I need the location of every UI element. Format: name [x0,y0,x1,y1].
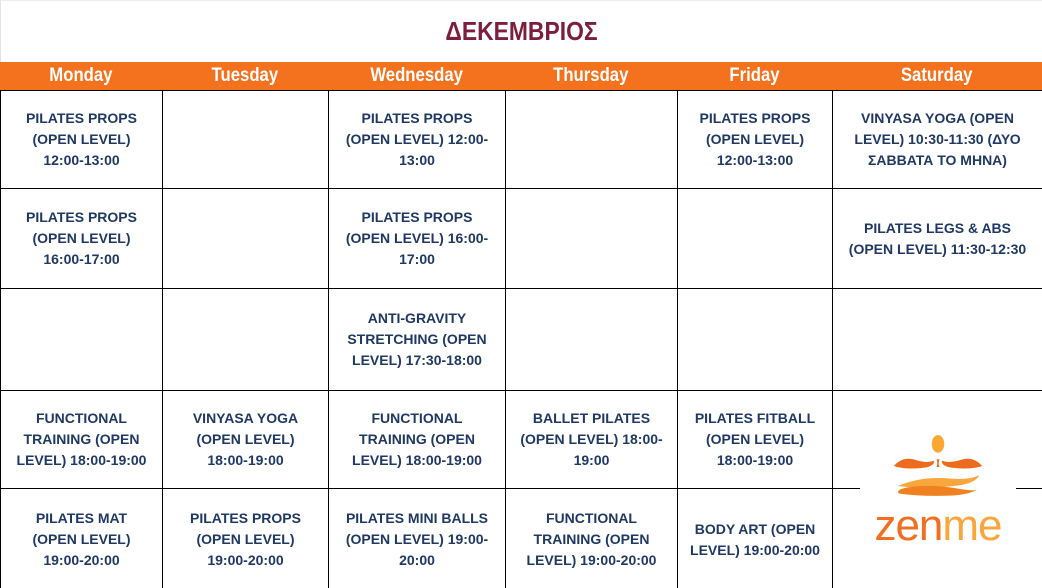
schedule-cell: BODY ART (OPEN LEVEL) 19:00-20:00 [678,488,833,588]
schedule-cell [163,90,329,188]
day-header-saturday: Saturday [901,65,973,86]
schedule-cell: PILATES PROPS (OPEN LEVEL) 16:00-17:00 [1,188,163,288]
zenme-logo [860,422,1016,562]
schedule-cell [678,188,833,288]
day-header-wednesday: Wednesday [370,65,463,86]
schedule-cell: PILATES LEGS & ABS (OPEN LEVEL) 11:30-12:30 [833,188,1042,288]
schedule-cell [506,90,678,188]
day-header-friday: Friday [729,65,780,86]
brand-zen: zen [874,501,943,550]
schedule-cell: ANTI-GRAVITY STRETCHING (OPEN LEVEL) 17:30-18:00 [329,288,506,390]
title-band [0,0,1042,62]
schedule-cell: VINYASA YOGA (OPEN LEVEL) 10:30-11:30 (ΔΥΟ ΣΑΒΒΑΤΑ ΤΟ ΜΗΝΑ) [833,90,1042,188]
day-header-tuesday: Tuesday [211,65,279,86]
schedule-cell: FUNCTIONAL TRAINING (OPEN LEVEL) 19:00-20:00 [506,488,678,588]
schedule-cell: PILATES PROPS (OPEN LEVEL) 19:00-20:00 [163,488,329,588]
schedule-cell [506,188,678,288]
schedule-cell: PILATES PROPS (OPEN LEVEL) 12:00-13:00 [1,90,163,188]
day-header-thursday: Thursday [553,65,629,86]
schedule-cell [506,288,678,390]
schedule-cell [833,288,1042,390]
schedule-cell [163,288,329,390]
page-title: ΔΕΚΕΜΒΡΙΟΣ [445,16,598,46]
schedule-cell: PILATES PROPS (OPEN LEVEL) 16:00-17:00 [329,188,506,288]
day-header-row [0,62,1042,90]
schedule-cell: FUNCTIONAL TRAINING (OPEN LEVEL) 18:00-19:00 [329,390,506,488]
day-header-monday: Monday [49,65,113,86]
schedule-cell: PILATES PROPS (OPEN LEVEL) 12:00-13:00 [329,90,506,188]
schedule-cell: PILATES FITBALL (OPEN LEVEL) 18:00-19:00 [678,390,833,488]
schedule-cell [163,188,329,288]
schedule-cell [1,288,163,390]
schedule-cell: FUNCTIONAL TRAINING (OPEN LEVEL) 18:00-19:00 [1,390,163,488]
brand-me: me [942,501,1002,550]
schedule-cell [678,288,833,390]
brand-wordmark [874,501,1002,550]
schedule-cell: PILATES MINI BALLS (OPEN LEVEL) 19:00-20:00 [329,488,506,588]
meditating-figure-icon [890,434,986,498]
schedule-cell: BALLET PILATES (OPEN LEVEL) 18:00-19:00 [506,390,678,488]
schedule-cell: PILATES PROPS (OPEN LEVEL) 12:00-13:00 [678,90,833,188]
schedule-cell: VINYASA YOGA (OPEN LEVEL) 18:00-19:00 [163,390,329,488]
schedule-cell: PILATES MAT (OPEN LEVEL) 19:00-20:00 [1,488,163,588]
